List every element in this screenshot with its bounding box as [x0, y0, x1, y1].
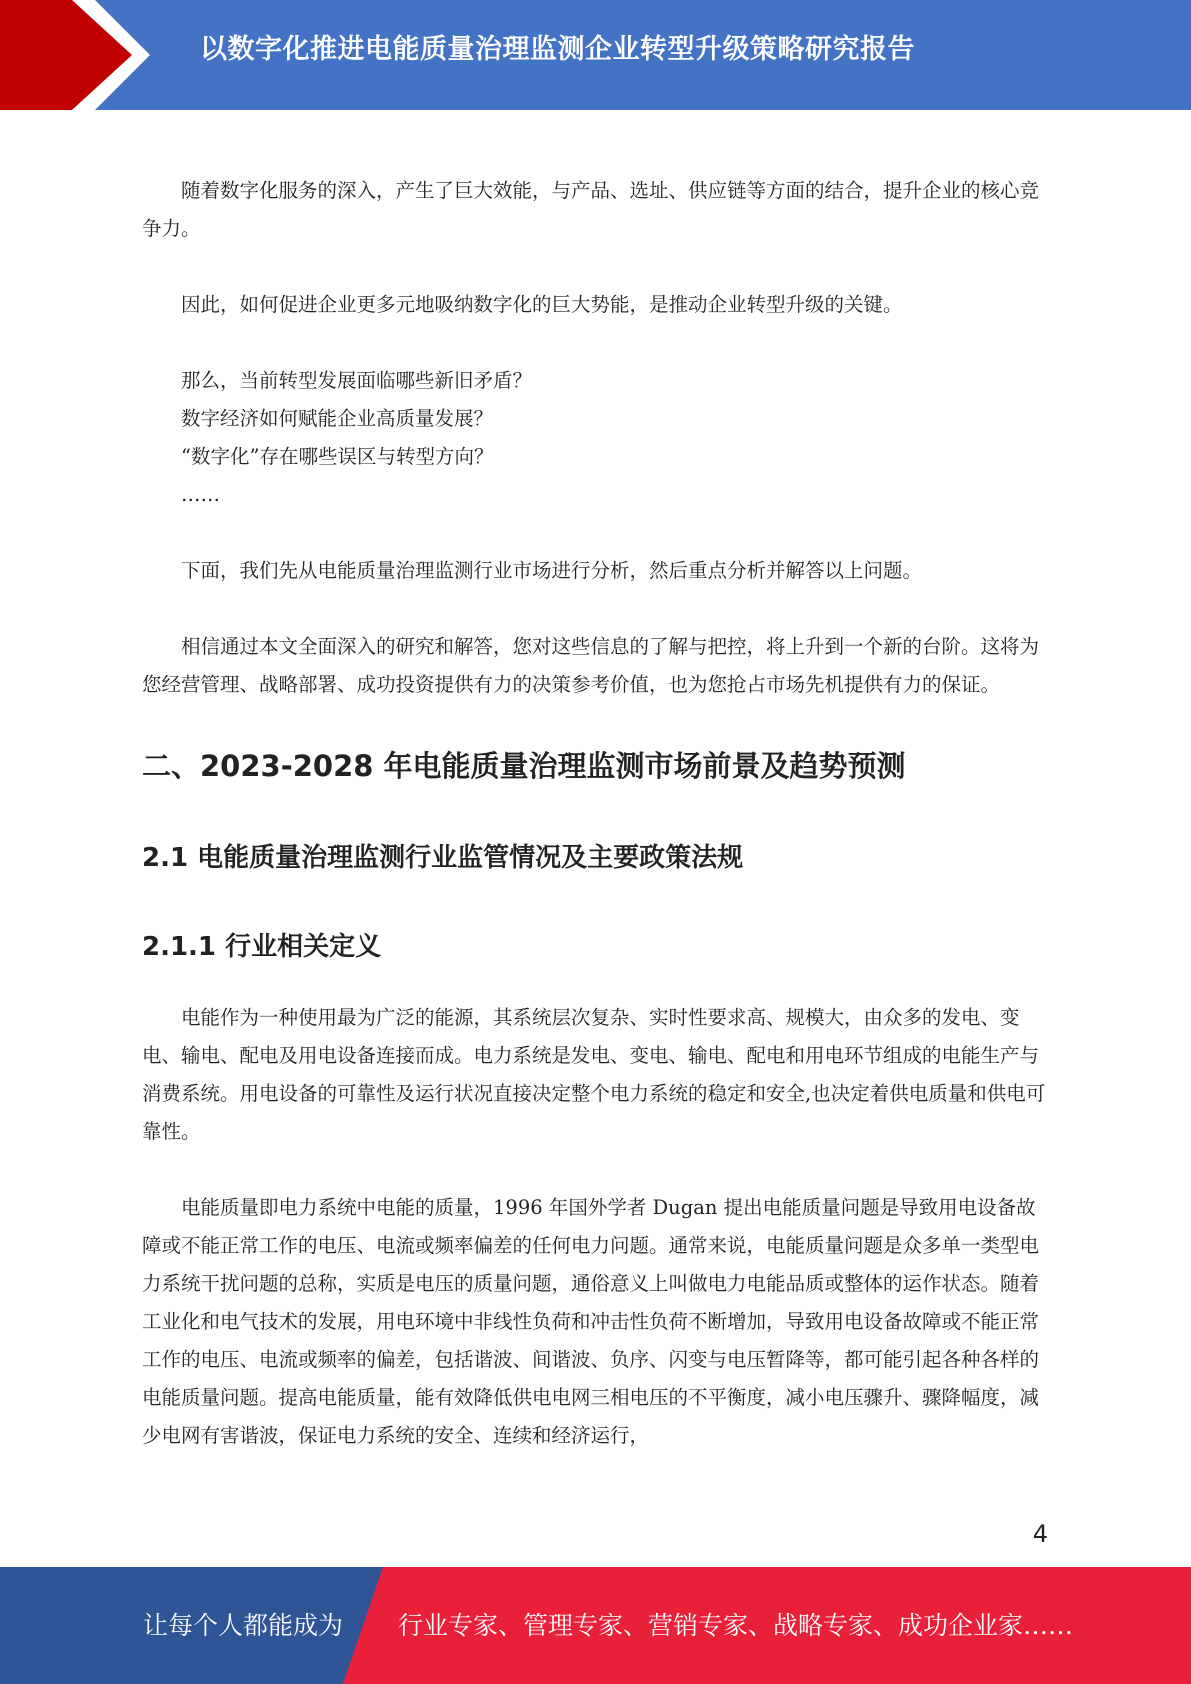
value-paragraph: 相信通过本文全面深入的研究和解答，您对这些信息的了解与把控，将上升到一个新的台阶。这将为您经营管理、战略部署、成功投资提供有力的决策参考价值，也为您抢占市场先机提供有力的保证。 [142, 635, 1040, 696]
question-line: 那么，当前转型发展面临哪些新旧矛盾？ [181, 369, 533, 392]
subsection-heading: 2.1 电能质量治理监测行业监管情况及主要政策法规 [142, 843, 744, 873]
power-quality-paragraph: 电能质量即电力系统中电能的质量，1996 年国外学者 Dugan 提出电能质量问题是导致用电设备故障或不能正常工作的电压、电流或频率偏差的任何电力问题。通常来说，电能质量问题是众多单一类型电力系统干扰问题的总称，实质是电压的质量问题，通俗意义上叫做电力电能品质或整体的运作状态。随着工业化和电气技术的发展，用电环境中非线性负荷和冲击性负荷不断增加，导致用电设备故障或不能正常工作的电压、电流或频率的偏差，包括谐波、间谐波、负序、闪变与电压暂降等，都可能引起各种各样的电能质量问题。提高电能质量，能有效降低供电电网三相电压的不平衡度，减小电压骤升、骤降幅度，减少电网有害谐波，保证电力系统的安全、连续和经济运行， [142, 1196, 1040, 1447]
key-paragraph: 因此，如何促进企业更多元地吸纳数字化的巨大势能，是推动企业转型升级的关键。 [181, 293, 903, 316]
footer-slogan: 让每个人都能成为 [143, 1611, 344, 1640]
question-line: “数字化”存在哪些误区与转型方向？ [181, 445, 494, 468]
page-number: 4 [1032, 1520, 1048, 1548]
report-title: 以数字化推进电能质量治理监测企业转型升级策略研究报告 [200, 34, 915, 65]
section-heading: 二、2023-2028 年电能质量治理监测市场前景及趋势预测 [142, 749, 906, 783]
document-body [142, 172, 1046, 1455]
ellipsis-line: …… [181, 483, 220, 506]
intro-paragraph: 随着数字化服务的深入，产生了巨大效能，与产品、选址、供应链等方面的结合，提升企业的核心竞争力。 [142, 179, 1040, 240]
page-header [0, 0, 1191, 110]
footer-roles: 行业专家、管理专家、营销专家、战略专家、成功企业家…… [398, 1611, 1074, 1640]
analysis-paragraph: 下面，我们先从电能质量治理监测行业市场进行分析，然后重点分析并解答以上问题。 [181, 559, 923, 582]
page-footer [0, 1567, 1191, 1684]
question-line: 数字经济如何赋能企业高质量发展？ [181, 407, 494, 430]
definition-paragraph: 电能作为一种使用最为广泛的能源，其系统层次复杂、实时性要求高、规模大，由众多的发电、变电、输电、配电及用电设备连接而成。电力系统是发电、变电、输电、配电和用电环节组成的电能生产与消费系统。用电设备的可靠性及运行状况直接决定整个电力系统的稳定和安全,也决定着供电质量和供电可靠性。 [142, 1006, 1046, 1143]
subsubsection-heading: 2.1.1 行业相关定义 [142, 932, 382, 962]
